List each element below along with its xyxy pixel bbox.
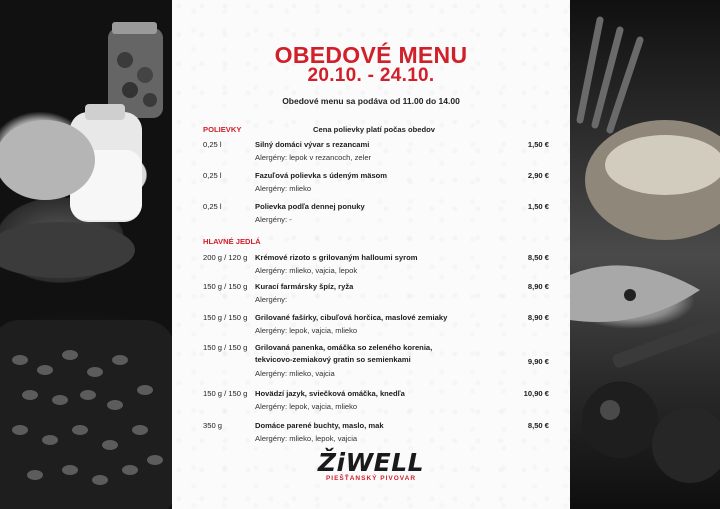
item-allergens: Alergény: mlieko, lepok, vajcia <box>255 434 358 443</box>
item-allergens: Alergény: mlieko <box>255 184 312 193</box>
menu-paper <box>172 0 570 509</box>
item-price: 8,90 € <box>527 282 549 291</box>
item-quantity: 0,25 l <box>203 171 222 180</box>
item-quantity: 0,25 l <box>203 202 222 211</box>
item-allergens: Alergény: - <box>255 215 292 224</box>
item-price: 8,50 € <box>527 253 549 262</box>
logo-wordmark: ŽiWELL <box>317 448 425 477</box>
item-price: 8,50 € <box>527 421 549 430</box>
item-name: Silný domáci vývar s rezancami <box>255 140 370 149</box>
item-name: Hovädzí jazyk, sviečková omáčka, knedľa <box>255 389 405 398</box>
item-allergens: Alergény: lepok v rezancoch, zeler <box>255 153 372 162</box>
item-name: Grilované fašírky, cibuľová horčica, maslové zemiaky <box>255 313 448 322</box>
soups-heading: POLIEVKY <box>203 125 242 134</box>
item-price: 1,50 € <box>527 140 549 149</box>
soups-note: Cena polievky platí počas obedov <box>313 125 435 134</box>
item-allergens: Alergény: <box>255 295 288 304</box>
brand-logo <box>172 448 570 482</box>
logo-tagline: PIEŠŤANSKÝ PIVOVAR <box>325 475 417 482</box>
item-price: 8,90 € <box>527 313 549 322</box>
item-price: 1,50 € <box>527 202 549 211</box>
item-quantity: 0,25 l <box>203 140 222 149</box>
left-photo-art <box>0 0 172 509</box>
item-quantity: 150 g / 150 g <box>203 343 248 352</box>
item-quantity: 350 g <box>203 421 223 430</box>
right-food-photo <box>570 0 720 509</box>
right-photo-art <box>570 0 720 509</box>
item-allergens: Alergény: lepok, vajcia, mlieko <box>255 326 358 335</box>
item-quantity: 150 g / 150 g <box>203 282 248 291</box>
item-allergens: Alergény: mlieko, vajcia, lepok <box>255 266 358 275</box>
item-name: Kurací farmársky špíz, ryža <box>255 282 354 291</box>
item-allergens: Alergény: lepok, vajcia, mlieko <box>255 402 358 411</box>
item-name: Fazuľová polievka s údeným mäsom <box>255 171 388 180</box>
menu-title: OBEDOVÉ MENU <box>274 42 468 68</box>
item-quantity: 200 g / 120 g <box>203 253 248 262</box>
item-price: 9,90 € <box>527 357 549 366</box>
serving-hours: Obedové menu sa podáva od 11.00 do 14.00 <box>282 96 460 106</box>
item-price: 2,90 € <box>527 171 549 180</box>
item-name-continued: tekvicovo-zemiakový gratin so semienkami <box>255 355 411 364</box>
item-name: Krémové rizoto s grilovaným halloumi syrom <box>255 253 418 262</box>
item-quantity: 150 g / 150 g <box>203 313 248 322</box>
item-price: 10,90 € <box>523 389 549 398</box>
item-name: Polievka podľa dennej ponuky <box>255 202 365 211</box>
item-quantity: 150 g / 150 g <box>203 389 248 398</box>
left-food-photo <box>0 0 172 509</box>
item-allergens: Alergény: mlieko, vajcia <box>255 369 335 378</box>
item-name: Domáce parené buchty, maslo, mak <box>255 421 384 430</box>
mains-heading: HLAVNÉ JEDLÁ <box>203 237 261 246</box>
item-name: Grilovaná panenka, omáčka so zeleného korenia, <box>255 343 433 352</box>
menu-dates: 20.10. - 24.10. <box>307 65 435 86</box>
